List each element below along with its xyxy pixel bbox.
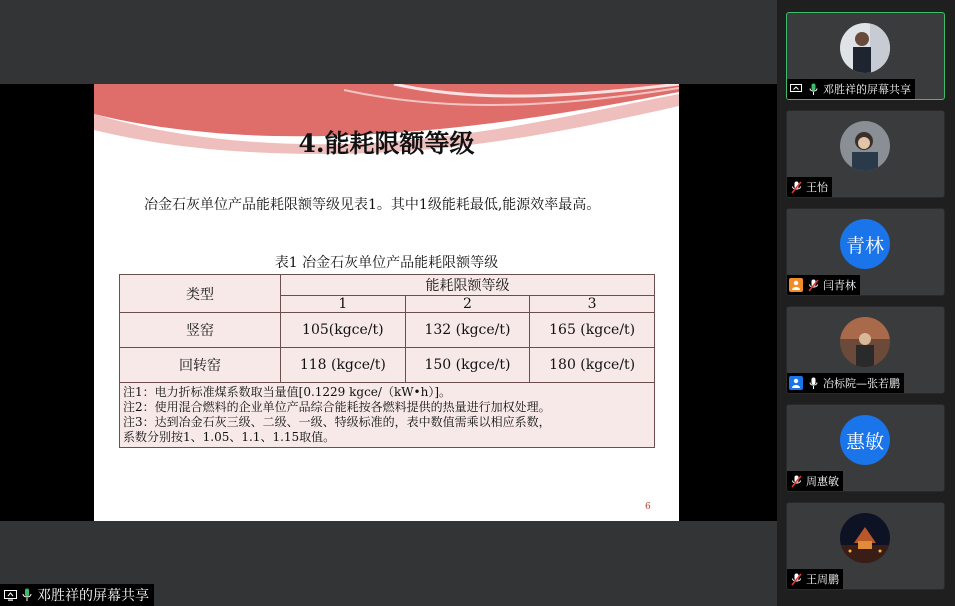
share-label-text: 邓胜祥的屏幕共享 bbox=[37, 588, 149, 604]
user-icon bbox=[789, 278, 803, 292]
participant-nametag bbox=[787, 471, 843, 491]
screen-share-icon bbox=[3, 588, 17, 602]
participant-nametag bbox=[787, 177, 832, 197]
participant-sidebar bbox=[777, 0, 955, 606]
presentation-slide bbox=[94, 84, 679, 521]
mic-muted-icon bbox=[789, 474, 803, 488]
avatar bbox=[840, 23, 890, 73]
table-notes bbox=[120, 383, 655, 448]
table-level-1: 1 bbox=[281, 296, 406, 313]
participant-name: 冶标院—张若鹏 bbox=[823, 377, 900, 390]
avatar: 惠敏 bbox=[840, 415, 890, 465]
participant-name: 闫青林 bbox=[823, 279, 856, 292]
slide-body-text: 冶金石灰单位产品能耗限额等级见表1。其中1级能耗最低,能源效率最高。 bbox=[144, 197, 601, 213]
participant-tile[interactable] bbox=[786, 208, 945, 296]
table-cell-type: 回转窑 bbox=[120, 348, 281, 383]
avatar bbox=[840, 513, 890, 563]
participant-tile[interactable] bbox=[786, 12, 945, 100]
mic-muted-icon bbox=[789, 180, 803, 194]
table-caption: 表1 冶金石灰单位产品能耗限额等级 bbox=[274, 255, 499, 271]
table-cell: 132 (kgce/t) bbox=[405, 313, 530, 348]
avatar bbox=[840, 317, 890, 367]
table-level-2: 2 bbox=[405, 296, 530, 313]
table-header-type: 类型 bbox=[120, 275, 281, 313]
table-header-levels: 能耗限额等级 bbox=[281, 275, 655, 296]
participant-tile[interactable] bbox=[786, 110, 945, 198]
avatar bbox=[840, 121, 890, 171]
energy-limit-table bbox=[119, 274, 655, 448]
mic-on-icon bbox=[20, 588, 34, 602]
table-cell-type: 竖窑 bbox=[120, 313, 281, 348]
participant-name: 周惠敏 bbox=[806, 475, 839, 488]
participant-nametag bbox=[787, 275, 860, 295]
participant-nametag bbox=[787, 79, 915, 99]
slide-title: 4.能耗限额等级 bbox=[298, 129, 475, 158]
participant-nametag bbox=[787, 569, 843, 589]
table-note: 注1：电力折标准煤系数取当量值[0.1229 kgce/（kW•h）]。 bbox=[123, 385, 452, 399]
table-cell: 150 (kgce/t) bbox=[405, 348, 530, 383]
user-icon bbox=[789, 376, 803, 390]
screen-share-icon bbox=[789, 82, 803, 96]
screen-share-stage[interactable] bbox=[0, 84, 777, 521]
participant-name: 邓胜祥的屏幕共享 bbox=[823, 83, 911, 96]
participant-name: 王周鹏 bbox=[806, 573, 839, 586]
table-cell: 165 (kgce/t) bbox=[530, 313, 655, 348]
table-note: 注3：达到冶金石灰三级、二级、一级、特级标准的，表中数值需乘以相应系数， bbox=[123, 415, 551, 429]
slide-page-number: 6 bbox=[645, 502, 651, 512]
participant-tile[interactable] bbox=[786, 502, 945, 590]
mic-muted-icon bbox=[789, 572, 803, 586]
table-row bbox=[120, 348, 655, 383]
mic-on-icon bbox=[806, 82, 820, 96]
table-row bbox=[120, 313, 655, 348]
table-cell: 105(kgce/t) bbox=[281, 313, 406, 348]
table-cell: 118 (kgce/t) bbox=[281, 348, 406, 383]
participant-name: 王怡 bbox=[806, 181, 828, 194]
mic-muted-icon bbox=[806, 278, 820, 292]
table-note: 注2：使用混合燃料的企业单位产品综合能耗按各燃料提供的热量进行加权处理。 bbox=[123, 400, 551, 414]
participant-tile[interactable] bbox=[786, 404, 945, 492]
mic-on-icon bbox=[806, 376, 820, 390]
screen-share-label bbox=[0, 584, 154, 606]
participant-tile[interactable] bbox=[786, 306, 945, 394]
avatar: 青林 bbox=[840, 219, 890, 269]
table-note: 系数分别按1、1.05、1.1、1.15取值。 bbox=[123, 430, 336, 444]
participant-nametag bbox=[787, 373, 904, 393]
table-level-3: 3 bbox=[530, 296, 655, 313]
table-cell: 180 (kgce/t) bbox=[530, 348, 655, 383]
